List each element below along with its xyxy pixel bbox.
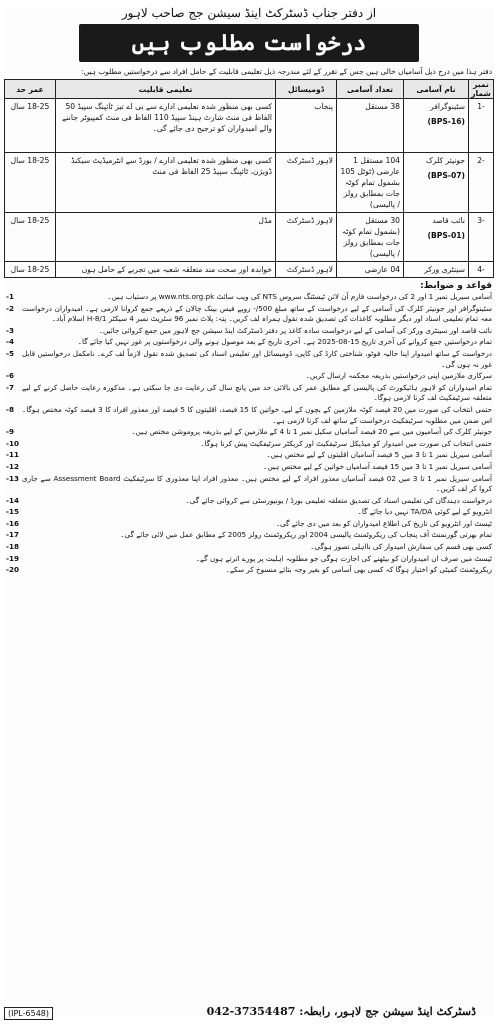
rule-text: تمام بھرتی گورنمنٹ آف پنجاب کی ریکروٹمنٹ پالیسی 2004 اور ریکروٹمنٹ رولز 2005 کے مطابق عمل میں لائی جائے گی۔ — [120, 530, 492, 540]
rule-text: آسامی سیریل نمبر 1 تا 3 میں 15 فیصد آسامیاں خواتین کے لیے مختص ہیں۔ — [263, 461, 492, 471]
row-post-name: سینٹری ورکر — [404, 262, 469, 278]
advertisement-page — [4, 4, 494, 1020]
rule-number: -10 — [6, 438, 19, 448]
post-bps: (BPS-07) — [427, 171, 465, 180]
rule-text: آسامی سیریل نمبر 1 اور 2 کی درخواست فارم آن لائن ٹیسٹنگ سروس NTS کی ویب سائٹ www.nts.org.pk پر دستیاب ہیں۔ — [107, 292, 492, 301]
row-qualification: مڈل — [56, 213, 276, 262]
rule-text: ٹیسٹ اور انٹرویو کی تاریخ کی اطلاع امیدواران کو بعد میں دی جائے گی۔ — [275, 518, 492, 528]
row-quantity: 30 مستقل (بشمول تمام کوٹہ جات بمطابق رولز / پالیسی) — [337, 213, 404, 262]
row-domicile: لاہور ڈسٹرکٹ — [276, 262, 337, 278]
post-bps: (BPS-16) — [427, 117, 465, 126]
table-row — [5, 153, 494, 213]
row-age: 18-25 سال — [5, 213, 56, 262]
rule-item — [6, 383, 492, 404]
rule-text: تمام درخواستیں جمع کروانے کی آخری تاریخ 15-08-2025 ہے۔ آخری تاریخ کے بعد موصول ہونے والی درخواستوں پر غور نہیں کیا جائے گا۔ — [77, 337, 492, 347]
row-quantity: 38 مستقل — [337, 99, 404, 153]
row-domicile: لاہور ڈسٹرکٹ — [276, 153, 337, 213]
row-age: 18-25 سال — [5, 153, 56, 213]
header-age: عمر حد — [5, 80, 56, 99]
row-serial: -1 — [469, 99, 494, 153]
row-age: 18-25 سال — [5, 262, 56, 278]
rule-item — [6, 371, 492, 382]
rule-number: -12 — [6, 461, 19, 471]
rule-text: سٹینوگرافر اور جونیئر کلرک کی آسامی کے لیے درخواست کے ساتھ مبلغ 500/- روپے فیس بینک چالان کے ذریعے جمع کروانا لازمی ہے۔ امیدواران درخواست معہ تمام تعلیمی اسناد اور دیگر مطلوبہ کاغذات کی تصدیق شدہ نقول ہمراہ لف کریں۔ پتہ: پلاٹ نمبر 96 سٹریٹ نمبر 4 سیکٹر H-8/1 اسلام آباد۔ — [22, 303, 492, 324]
rule-text: ٹیسٹ میں صرف ان امیدواران کو بیٹھنے کی اجازت ہوگی جو مطلوبہ اہلیت پر پورے اترتے ہوں گے۔ — [195, 553, 492, 563]
rule-item — [6, 519, 492, 530]
row-serial: -2 — [469, 153, 494, 213]
rule-item — [6, 542, 492, 553]
rule-item — [6, 496, 492, 507]
rule-number: -18 — [6, 542, 19, 552]
row-qualification: کسی بھی منظور شدہ تعلیمی ادارے سے بی اے تیز ٹائپنگ سپیڈ 50 الفاظ فی منٹ شارٹ ہینڈ سپیڈ 110 الفاظ فی منٹ کمپیوٹر جاننے والے امیدواران کو ترجیح دی جائے گی۔ — [56, 99, 276, 153]
rule-number: -19 — [6, 553, 19, 563]
rule-number: -5 — [6, 348, 14, 358]
rule-text: تمام امیدواران کو لاہور ہائیکورٹ کی پالیسی کے مطابق عمر کی بالائی حد میں پانچ سال کی رعایت دی جا سکتی ہے۔ مذکورہ رعایت حاصل کرنے کے لیے متعلقہ سرٹیفکیٹ لف کرنا لازمی ہوگا۔ — [22, 382, 492, 403]
row-age: 18-25 سال — [5, 99, 56, 153]
rule-number: -17 — [6, 530, 19, 540]
rule-number: -7 — [6, 382, 14, 392]
rule-item — [6, 474, 492, 495]
ipl-code: (IPL-6548) — [4, 1007, 53, 1020]
rule-item — [6, 405, 492, 426]
post-name-text: نائب قاصد — [432, 216, 465, 225]
row-post-name — [404, 99, 469, 153]
rule-number: -14 — [6, 495, 19, 505]
header-quantity: تعداد آسامی — [337, 80, 404, 99]
rule-number: -11 — [6, 450, 19, 460]
rules-list — [4, 292, 494, 576]
rule-text: درخواست کے ساتھ امیدوار اپنا حالیہ فوٹو، شناختی کارڈ کی کاپی، ڈومیسائل اور تعلیمی اسناد کی تصدیق شدہ نقول لازماً لف کرے۔ نامکمل درخواستیں قابل غور نہ ہوں گی۔ — [22, 348, 492, 369]
row-post-name — [404, 213, 469, 262]
rule-item — [6, 530, 492, 541]
rule-number: -1 — [6, 292, 14, 301]
phone-number: 042-37354487 — [206, 1005, 296, 1018]
rule-text: کسی بھی قسم کی سفارش امیدوار کی نااہلی تصور ہوگی۔ — [310, 542, 492, 552]
office-line: از دفتر جناب ڈسٹرکٹ اینڈ سیشن جج صاحب لاہور — [121, 6, 377, 20]
header-serial: نمبر شمار — [469, 80, 494, 99]
rule-item — [6, 507, 492, 518]
rule-text: درخواست دہندگان کی تعلیمی اسناد کی تصدیق متعلقہ تعلیمی بورڈ / یونیورسٹی سے کروائی جائے گی۔ — [185, 495, 492, 505]
post-bps: (BPS-01) — [427, 231, 465, 240]
row-quantity: 104 مستقل 1 عارضی (ٹوٹل 105 بشمول تمام کوٹہ جات بمطابق رولز / پالیسی) — [337, 153, 404, 213]
rule-number: -6 — [6, 371, 14, 381]
rule-item — [6, 349, 492, 370]
rule-number: -16 — [6, 518, 19, 528]
title-banner: درخواست مطلوب ہیں — [79, 24, 419, 62]
table-row — [5, 262, 494, 278]
rules-heading: قواعد و ضوابط: — [420, 281, 492, 291]
row-domicile: پنجاب — [276, 99, 337, 153]
rule-number: -20 — [6, 565, 19, 575]
row-qualification: کسی بھی منظور شدہ تعلیمی ادارے / بورڈ سے انٹرمیڈیٹ سیکنڈ ڈویژن، ٹائپنگ سپیڈ 25 الفاظ فی منٹ — [56, 153, 276, 213]
intro-text: دفتر ہذا میں درج ذیل آسامیاں خالی ہیں جس کے تقرر کے لئے مندرجہ ذیل تعلیمی قابلیت کے حامل افراد سے درخواستیں مطلوب ہیں: — [81, 67, 492, 76]
rule-item — [6, 462, 492, 473]
rule-number: -9 — [6, 427, 14, 437]
row-qualification: خواندہ اور صحت مند متعلقہ شعبہ میں تجربے کے حامل ہوں — [56, 262, 276, 278]
signoff-text: ڈسٹرکٹ اینڈ سیشن جج لاہور، رابطہ: — [299, 1005, 476, 1018]
rule-text: انٹرویو کے لیے کوئی TA/DA نہیں دیا جائے گا۔ — [357, 507, 492, 517]
row-serial: -3 — [469, 213, 494, 262]
rule-number: -3 — [6, 325, 14, 335]
footer — [4, 994, 494, 1020]
rule-item — [6, 439, 492, 450]
rule-text: آسامی سیریل نمبر 1 تا 3 میں 5 فیصد آسامیاں اقلیتوں کے لیے مختص ہیں۔ — [266, 450, 492, 460]
rule-number: -13 — [6, 473, 19, 483]
rule-text: حتمی انتخاب کی صورت میں امیدوار کو میڈیکل سرٹیفکیٹ اور کریکٹر سرٹیفکیٹ پیش کرنا ہوگا۔ — [200, 438, 492, 448]
header-qualification: تعلیمی قابلیت — [56, 80, 276, 99]
rule-item — [6, 450, 492, 461]
posts-table — [4, 79, 494, 278]
rule-number: -15 — [6, 507, 19, 517]
header-post-name: نام آسامی — [404, 80, 469, 99]
row-domicile: لاہور ڈسٹرکٹ — [276, 213, 337, 262]
rule-item — [6, 565, 492, 576]
post-name-text: جونیئر کلرک — [425, 156, 465, 165]
table-row — [5, 213, 494, 262]
rule-item — [6, 427, 492, 438]
rule-number: -8 — [6, 404, 14, 414]
post-name-text: سٹینوگرافر — [430, 102, 465, 111]
rule-number: -2 — [6, 303, 14, 313]
table-row — [5, 99, 494, 153]
rule-item — [6, 337, 492, 348]
row-post-name — [404, 153, 469, 213]
rule-number: -4 — [6, 337, 14, 347]
signoff — [207, 1005, 476, 1018]
row-quantity: 04 عارضی — [337, 262, 404, 278]
row-serial: -4 — [469, 262, 494, 278]
rule-text: نائب قاصد اور سینٹری ورکر کی آسامی کے لیے درخواست سادہ کاغذ پر دفتر ڈسٹرکٹ اینڈ سیشن جج لاہور میں جمع کروائی جائیں۔ — [98, 325, 492, 335]
rule-item — [6, 304, 492, 325]
rule-text: جونیئر کلرک کی آسامیوں میں سے 20 فیصد آسامیاں سکیل نمبر 1 تا 4 کے ملازمین کے لیے بذریعہ پروموشن مختص ہیں۔ — [131, 427, 492, 437]
header-domicile: ڈومیسائل — [276, 80, 337, 99]
rule-text: ریکروٹمنٹ کمیٹی کو اختیار ہوگا کہ کسی بھی آسامی کو بغیر وجہ بتائے منسوخ کر سکے۔ — [225, 565, 492, 575]
rule-item — [6, 292, 492, 303]
rule-text: آسامی سیریل نمبر 1 تا 3 میں 02 فیصد آسامیاں معذور افراد کے لیے مختص ہیں۔ معذور افراد اپنا معذوری کا سرٹیفکیٹ Assessment Board سے جاری کروا کر لف کریں۔ — [22, 473, 493, 494]
rule-item — [6, 326, 492, 337]
rule-text: سرکاری ملازمین اپنی درخواستیں بذریعہ محکمہ ارسال کریں۔ — [305, 371, 492, 381]
table-header-row — [5, 80, 494, 99]
rule-item — [6, 554, 492, 565]
rule-text: حتمی انتخاب کی صورت میں 20 فیصد کوٹہ ملازمین کے بچوں کے لیے، خواتین کا 15 فیصد، اقلیتوں کا 5 فیصد اور معذور افراد کا 3 فیصد کوٹہ مختص ہوگا۔ اس ضمن میں مطلوبہ سرٹیفکیٹ درخواست کے ساتھ لف کرنا لازمی ہے۔ — [22, 404, 492, 425]
